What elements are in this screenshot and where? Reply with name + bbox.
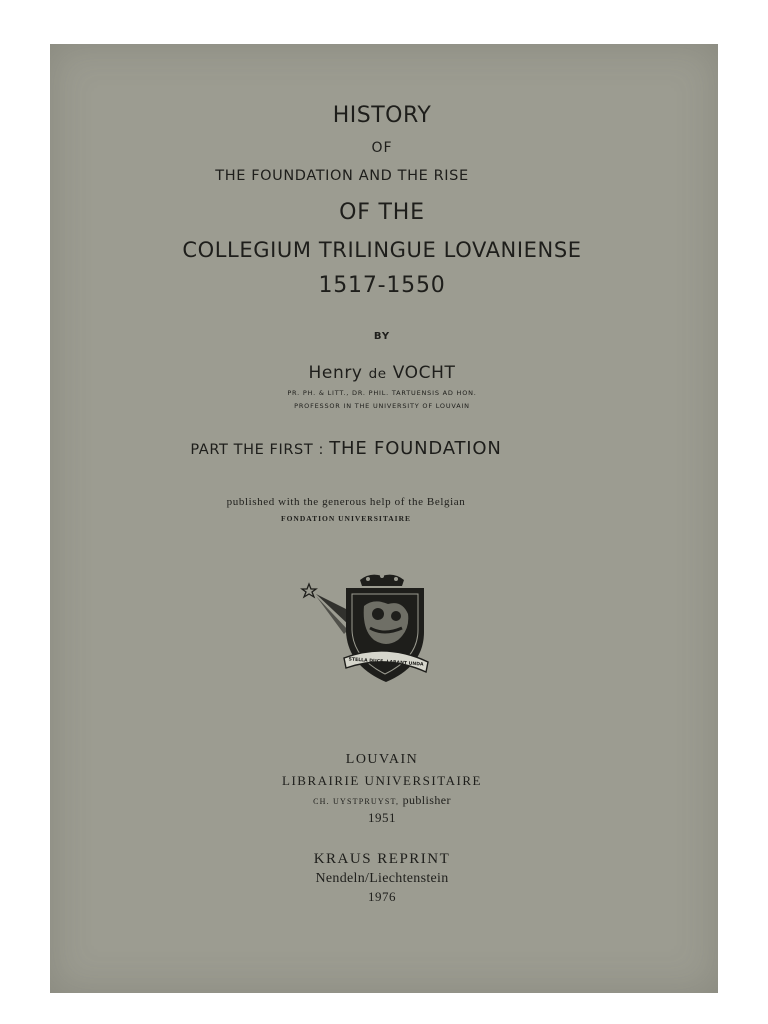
star-icon	[302, 584, 316, 597]
author-position: PROFESSOR IN THE UNIVERSITY OF LOUVAIN	[294, 402, 470, 410]
reprint-name: KRAUS REPRINT	[313, 851, 451, 867]
sponsor-note: published with the generous help of the Belgian	[226, 496, 466, 508]
imprint-year: 1951	[368, 810, 396, 825]
author-degrees: PR. PH. & LITT., DR. PHIL. TARTUENSIS AD HON.	[287, 389, 477, 397]
emblem-motto: STELLA DUCE, LABANT UNDA	[348, 657, 424, 668]
part-heading	[12, 440, 680, 458]
reprint-year: 1976	[368, 889, 396, 904]
imprint-publisher	[48, 794, 716, 806]
title-dates: 1517-1550	[318, 273, 446, 298]
title-of: OF	[371, 140, 393, 156]
sponsor-name: FONDATION UNIVERSITAIRE	[280, 514, 412, 523]
author-last-name: VOCHT	[392, 363, 456, 383]
publisher-name: CH. UYSTPRUYST,	[313, 797, 400, 806]
title-history: HISTORY	[332, 103, 432, 128]
part-label: PART THE FIRST :	[190, 442, 324, 458]
author-first-name: Henry	[308, 363, 363, 383]
author-name	[48, 365, 716, 382]
reprint-place: Nendeln/Liechtenstein	[315, 871, 449, 886]
by-label: BY	[373, 331, 391, 342]
title-collegium: COLLEGIUM TRILINGUE LOVANIENSE	[182, 238, 582, 262]
publisher-role: publisher	[402, 793, 451, 807]
title-foundation-and-rise: THE FOUNDATION AND THE RISE	[215, 168, 469, 184]
title-of-the: OF THE	[339, 200, 425, 225]
author-particle: de	[368, 366, 387, 382]
imprint-city: LOUVAIN	[345, 752, 419, 767]
part-name: THE FOUNDATION	[329, 438, 502, 459]
title-page	[50, 44, 718, 993]
publisher-emblem-icon	[298, 570, 432, 688]
imprint-house: LIBRAIRIE UNIVERSITAIRE	[282, 773, 482, 788]
